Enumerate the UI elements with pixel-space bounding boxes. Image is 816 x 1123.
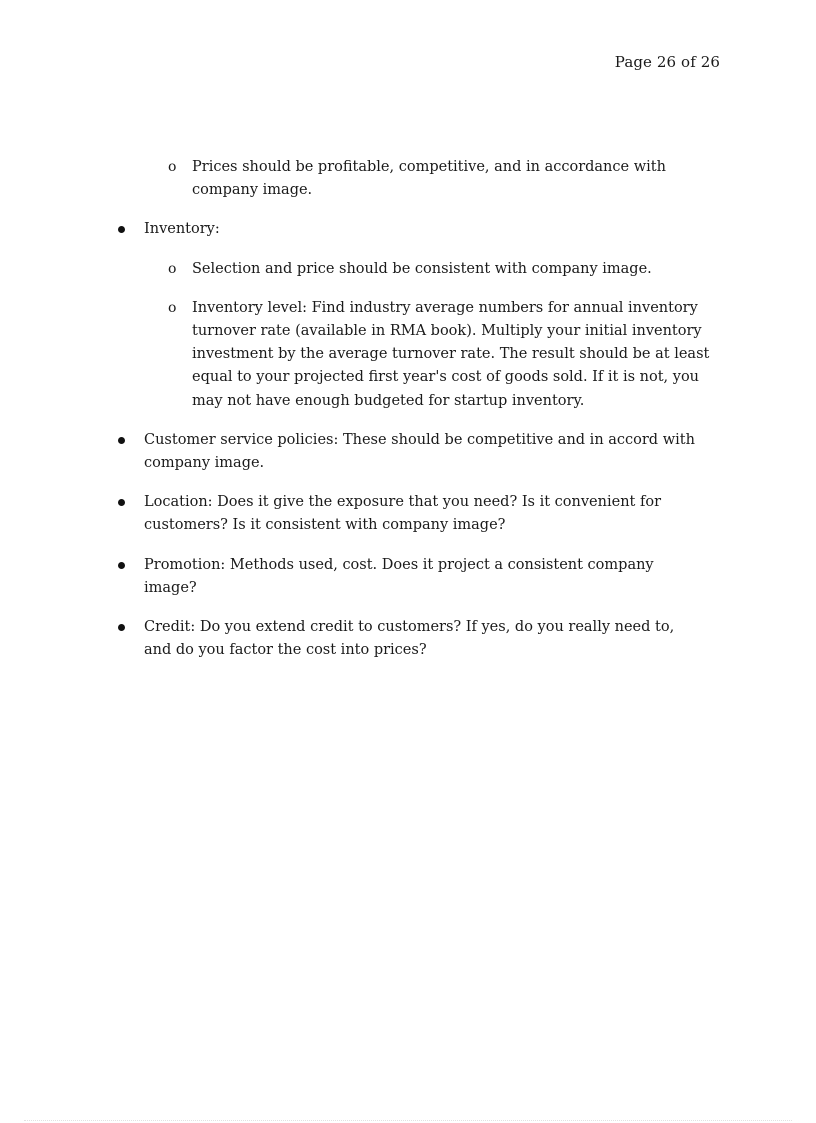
sub-bullet-marker: o bbox=[168, 260, 177, 277]
bullet-marker bbox=[118, 499, 125, 506]
list-item bbox=[0, 491, 704, 537]
list-item bbox=[0, 258, 712, 281]
bullet-marker bbox=[118, 437, 125, 444]
bullet-marker bbox=[118, 624, 125, 631]
list-item-text: Inventory level: Find industry average numbers for annual inventory turnover rate (available in RMA book). Multiply your initial inventory investment by the average turnover rate. The result should be at least equal to your projected first year's cost of goods sold. If it is not, you may not have enough budgeted for startup inventory. bbox=[192, 299, 710, 409]
bullet-marker bbox=[118, 226, 125, 233]
page-bottom-divider bbox=[24, 1120, 792, 1121]
list-item bbox=[0, 616, 704, 662]
list-item bbox=[0, 554, 704, 600]
list-item-text: Promotion: Methods used, cost. Does it project a consistent company image? bbox=[144, 556, 654, 596]
list-item-text: Selection and price should be consistent with company image. bbox=[192, 260, 652, 277]
list-item bbox=[0, 218, 704, 241]
list-item-text: Prices should be profitable, competitive, and in accordance with company image. bbox=[192, 159, 666, 199]
list-item bbox=[0, 156, 712, 202]
list-item bbox=[0, 429, 704, 475]
list-item bbox=[0, 297, 712, 413]
list-item-text: Credit: Do you extend credit to customers? If yes, do you really need to, and do you factor the cost into prices? bbox=[144, 619, 675, 659]
list-item-text: Customer service policies: These should be competitive and in accord with company image. bbox=[144, 431, 695, 472]
list-item-text: Location: Does it give the exposure that you need? Is it convenient for customers? Is it consistent with company image? bbox=[144, 494, 661, 534]
bullet-list bbox=[0, 156, 816, 678]
bullet-marker bbox=[118, 562, 125, 569]
page-number: Page 26 of 26 bbox=[614, 53, 720, 71]
sub-bullet-marker: o bbox=[168, 159, 177, 175]
list-item-text: Inventory: bbox=[144, 221, 220, 238]
sub-bullet-marker: o bbox=[168, 299, 177, 316]
